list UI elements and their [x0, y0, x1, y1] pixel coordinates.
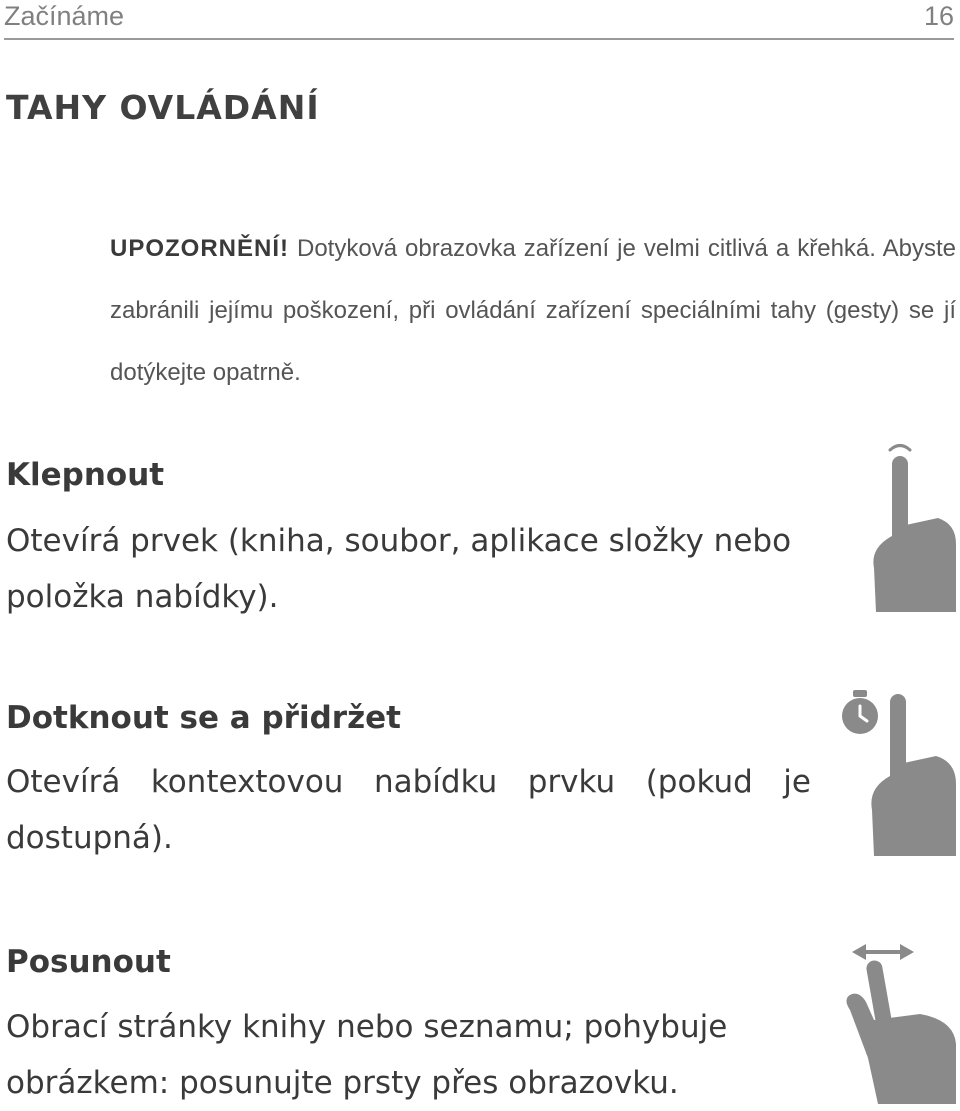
swipe-description: Obrací stránky knihy nebo seznamu; pohybuje obrázkem: posunujte prsty přes obrazovku. [6, 1009, 728, 1101]
page-header [4, 0, 954, 40]
swipe-gesture-icon [838, 940, 958, 1108]
tap-gesture-icon [866, 440, 958, 616]
touch-and-hold-description: Otevírá kontextovou nabídku prvku (pokud je dostupná). [6, 764, 811, 856]
swipe-title: Posunout [6, 944, 171, 980]
touch-and-hold-title: Dotknout se a přidržet [6, 700, 401, 736]
touch-and-hold-gesture-icon [838, 688, 958, 860]
tap-description: Otevírá prvek (kniha, soubor, aplikace složky nebo položka nabídky). [6, 523, 792, 615]
tap-title: Klepnout [6, 457, 165, 493]
page-title: TAHY OVLÁDÁNÍ [6, 88, 320, 127]
warning-note [110, 218, 956, 404]
warning-text: Dotyková obrazovka zařízení je velmi citlivá a křehká. Abyste zabránili jejímu poškození, při ovládání zařízení speciálními tahy (gesty) se jí dotýkejte opatrně. [110, 235, 956, 386]
warning-label: UPOZORNĚNÍ! [110, 235, 289, 262]
page-number: 16 [923, 1, 954, 31]
chapter-title: Začínáme [4, 1, 125, 31]
